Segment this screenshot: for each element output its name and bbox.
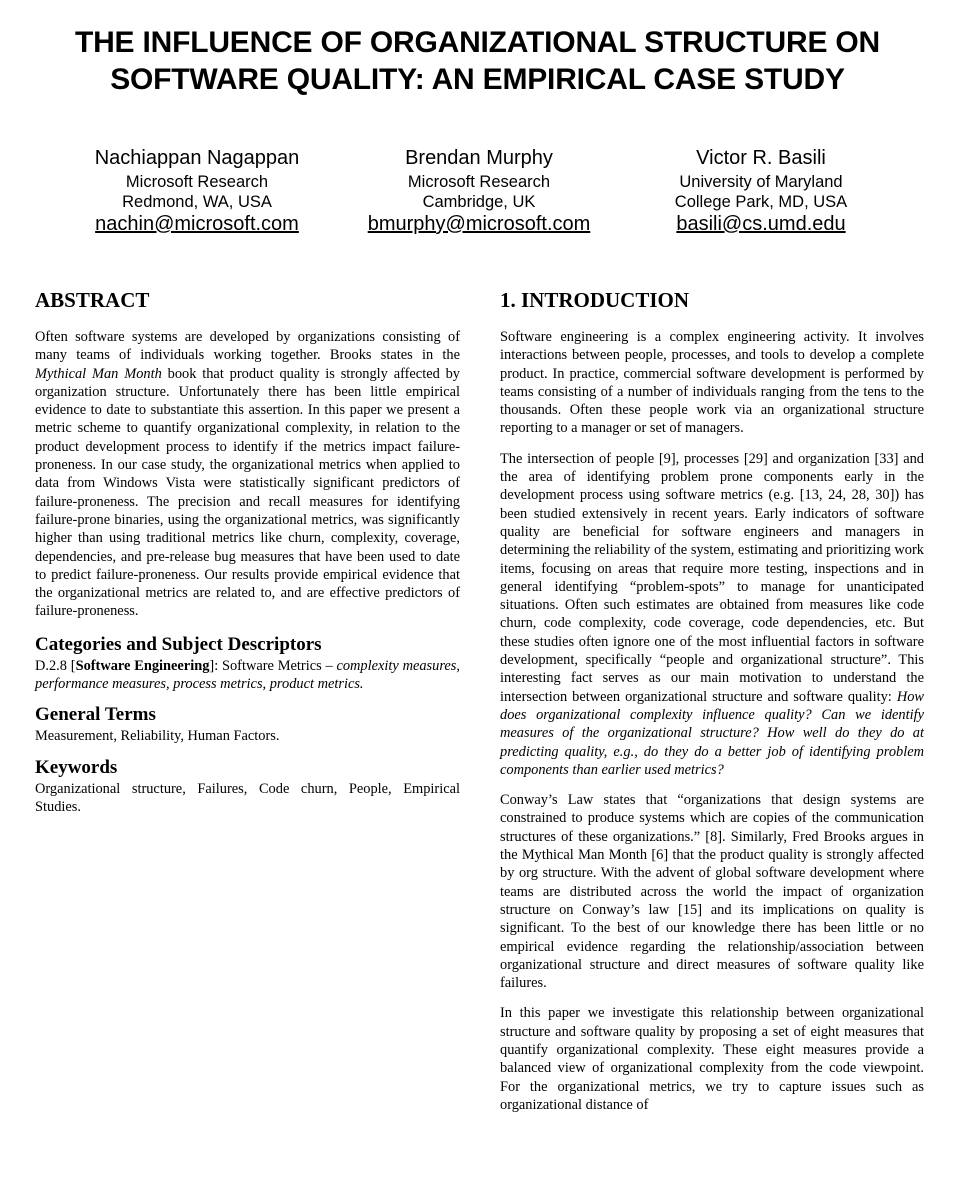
author-affiliation: University of Maryland [679, 173, 843, 191]
author-email-link[interactable]: nachin@microsoft.com [95, 213, 299, 235]
author-2 [329, 144, 629, 236]
abstract-text: Often software systems are developed by organizations consisting of many teams of individuals working together. Brooks states in the Mythical Man Month book that product quality is strongly affected by organization structure. Unfortunately there has been little empirical evidence to date to substantiate this assertion. In this paper we present a metric scheme to quantify organizational complexity, in relation to the product development process to identify if the metrics impact failure-proneness. In our case study, the organizational metrics when applied to data from Windows Vista were statistically significant predictors of failure-proneness. The precision and recall measures for identifying failure-prone binaries, using the organizational metrics, was significantly higher than using traditional metrics like churn, complexity, coverage, dependencies, and pre-release bug measures that have been used to date to predict failure-proneness. Our results provide empirical evidence that the organizational metrics are related to, and are effective predictors of failure-proneness. [35, 329, 461, 620]
introduction-paragraph-3: Conway’s Law states that “organizations that design systems are constrained to produce systems which are copies of the communication structures of these organizations.” [8]. Similarly, Fred Brooks argues in the Mythical Man Month [6] that the product quality is strongly affected by org structure. With the advent of global software development where teams are distributed across the world the impact of organization structure on Conway’s law [15] and its implications on quality is significant. To the best of our knowledge there has been little or no empirical evidence regarding the relationship/association between organizational structure and direct measures of software quality like failures. [500, 792, 924, 992]
author-name: Brendan Murphy [405, 147, 553, 169]
author-3 [611, 144, 911, 236]
author-email-link[interactable]: basili@cs.umd.edu [676, 213, 846, 235]
right-column [500, 286, 924, 1126]
left-column [35, 286, 460, 816]
abstract-heading: ABSTRACT [35, 288, 150, 312]
author-location: College Park, MD, USA [674, 193, 848, 211]
author-location: Redmond, WA, USA [122, 193, 272, 211]
author-name: Nachiappan Nagappan [94, 147, 300, 169]
paper-title [0, 24, 955, 98]
introduction-heading: 1. INTRODUCTION [500, 288, 690, 312]
author-email-link[interactable]: bmurphy@microsoft.com [367, 213, 591, 235]
categories-text: D.2.8 [Software Engineering]: Software Metrics – complexity measures, performance measures, process metrics, product metrics. [35, 657, 460, 693]
general-terms-heading: General Terms [35, 704, 156, 726]
author-affiliation: Microsoft Research [407, 173, 551, 191]
keywords-heading: Keywords [35, 756, 118, 778]
author-name: Victor R. Basili [696, 147, 826, 169]
categories-heading: Categories and Subject Descriptors [35, 633, 322, 655]
author-1 [47, 144, 347, 236]
author-block [0, 144, 955, 244]
keywords-text: Organizational structure, Failures, Code churn, People, Empirical Studies. [35, 780, 460, 815]
paper-title-line-2: SOFTWARE QUALITY: AN EMPIRICAL CASE STUDY [110, 63, 845, 96]
introduction-paragraph-2: The intersection of people [9], processes [29] and organization [33] and the area of identifying problem prone components early in the development process using software metrics (e.g. [13, 24, 28, 30]) has been studied extensively in recent years. Early indicators of software quality are beneficial for software engineers and managers in determining the reliability of the system, estimating and prioritizing work items, focusing on areas that require more testing, inspections and in general identifying “problem-spots” to manage for unanticipated situations. Often such estimates are obtained from measures like code churn, code complexity, code coverage, code dependencies, etc. But these studies often ignore one of the most influential factors in software development, specifically “people and organizational structure”. This interesting fact serves as our main motivation to understand the intersection between organizational structure and software quality: How does organizational complexity influence quality? Can we identify measures of the organizational structure? How well do they do at predicting quality, e.g., do they do a better job of identifying problem components than earlier used metrics? [500, 450, 924, 778]
introduction-paragraph-1: Software engineering is a complex engineering activity. It involves interactions between people, processes, and tools to develop a complete product. In practice, commercial software development is performed by teams consisting of a number of individuals ranging from the tens to the thousands. Often these people work via an organizational structure reporting to a manager or set of managers. [500, 329, 924, 437]
introduction-paragraph-4: In this paper we investigate this relationship between organizational structure and software quality by proposing a set of eight measures that quantify organizational complexity. These eight measures provide a balanced view of organizational complexity from the code viewpoint. For the organizational metrics, we try to capture issues such as organizational distance of [500, 1005, 924, 1113]
author-affiliation: Microsoft Research [125, 173, 269, 191]
paper-title-line-1: THE INFLUENCE OF ORGANIZATIONAL STRUCTURE ON [74, 26, 881, 59]
general-terms-text: Measurement, Reliability, Human Factors. [35, 728, 280, 745]
author-location: Cambridge, UK [422, 193, 536, 211]
